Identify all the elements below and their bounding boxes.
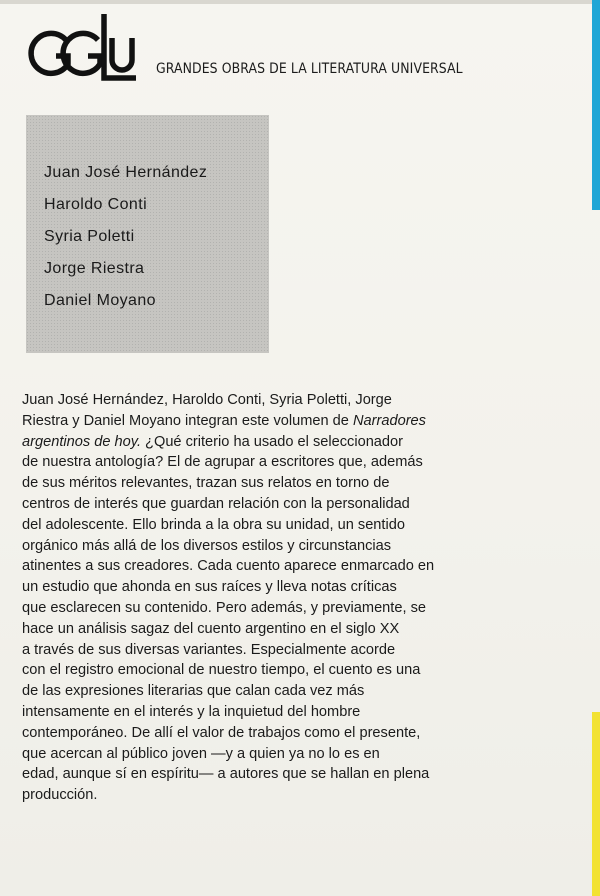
description-line: Juan José Hernández, Haroldo Conti, Syria Poletti, Jorge — [22, 392, 392, 408]
description-line: de las expresiones literarias que calan cada vez más — [22, 683, 365, 700]
book-title-italic: Narradores — [352, 412, 426, 429]
author-name: Daniel Moyano — [44, 292, 156, 309]
description-line: un estudio que ahonda en sus raíces y lleva notas críticas — [22, 579, 397, 596]
description-line: argentinos de hoy. ¿Qué criterio ha usado el seleccionador — [22, 433, 404, 450]
description-line: Riestra y Daniel Moyano integran este volumen de Narradores — [22, 412, 426, 429]
description-line: que esclarecen su contenido. Pero además, y previamente, se — [22, 599, 426, 616]
description-line: edad, aunque sí en espíritu— a autores que se hallan en plena — [22, 766, 430, 783]
description-line: intensamente en el interés y la inquietud del hombre — [22, 703, 361, 720]
cyan-edge-strip — [592, 0, 600, 210]
description-line: de sus méritos relevantes, trazan sus relatos en torno de — [22, 475, 390, 492]
author-list — [44, 157, 207, 317]
description-line: con el registro emocional de nuestro tiempo, el cuento es una — [22, 662, 421, 679]
author-list-panel — [26, 115, 269, 353]
book-title-italic: argentinos de hoy. — [22, 433, 141, 450]
author-name: Syria Poletti — [44, 228, 135, 245]
description-line: contemporáneo. De allí el valor de trabajos como el presente, — [22, 724, 421, 741]
author-name: Jorge Riestra — [44, 260, 145, 277]
description-line: a través de sus diversas variantes. Especialmente acorde — [22, 641, 396, 658]
description-line: orgánico más allá de los diversos estilos y circunstancias — [22, 537, 392, 554]
gglu-logo — [24, 8, 142, 88]
author-name: Haroldo Conti — [44, 196, 148, 213]
description-line: hace un análisis sagaz del cuento argentino en el siglo XX — [22, 620, 400, 637]
description-line: de nuestra antología? El de agrupar a escritores que, además — [22, 454, 423, 471]
book-description — [22, 390, 582, 806]
description-line: del adolescente. Ello brinda a la obra su unidad, un sentido — [22, 516, 405, 533]
yellow-edge-strip — [592, 712, 600, 896]
description-line: que acercan al público joven —y a quien ya no lo es en — [22, 745, 380, 762]
series-title: GRANDES OBRAS DE LA LITERATURA UNIVERSAL — [156, 61, 463, 77]
cover-top-edge — [0, 0, 600, 4]
description-line: producción. — [22, 787, 98, 804]
description-line: atinentes a sus creadores. Cada cuento aparece enmarcado en — [22, 558, 435, 575]
description-line: centros de interés que guardan relación con la personalidad — [22, 495, 410, 512]
author-name: Juan José Hernández — [44, 164, 208, 181]
